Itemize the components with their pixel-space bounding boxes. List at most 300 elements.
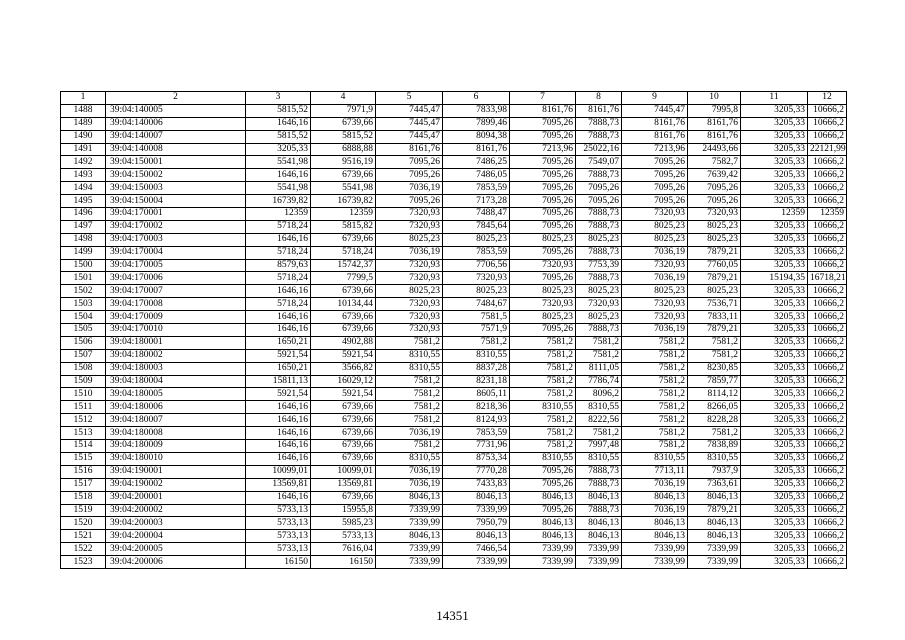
table-row [61,259,847,272]
value-cell: 7339,99 [688,556,741,569]
value-cell: 1646,16 [246,440,311,453]
value-cell: 8605,11 [443,388,510,401]
value-cell: 8310,55 [376,452,443,465]
value-cell: 5718,24 [311,246,376,259]
value-cell: 3205,33 [741,504,808,517]
value-cell: 3205,33 [741,465,808,478]
value-cell: 10666,2 [808,556,847,569]
value-cell: 3205,33 [741,311,808,324]
value-cell: 8025,23 [510,311,576,324]
row-number-cell: 1492 [61,156,106,169]
value-cell: 3205,33 [741,220,808,233]
value-cell: 5921,54 [246,388,311,401]
table-body [61,92,847,569]
value-cell: 8025,23 [576,285,622,298]
value-cell: 8231,18 [443,375,510,388]
cadastral-number-cell: 39:04:180003 [106,362,246,375]
value-cell: 3205,33 [741,530,808,543]
cadastral-number-cell: 39:04:180008 [106,427,246,440]
value-cell: 8114,12 [688,388,741,401]
cadastral-number-cell: 39:04:200006 [106,556,246,569]
value-cell: 7581,2 [688,349,741,362]
table-row [61,169,847,182]
cadastral-number-cell: 39:04:170010 [106,324,246,337]
row-number-cell: 1497 [61,220,106,233]
value-cell: 5921,54 [246,349,311,362]
table-row [61,130,847,143]
value-cell: 7581,2 [622,336,688,349]
value-cell: 7320,93 [622,208,688,221]
table-row [61,440,847,453]
value-cell: 8025,23 [688,233,741,246]
value-cell: 7581,2 [510,362,576,375]
value-cell: 12359 [246,208,311,221]
value-cell: 10666,2 [808,478,847,491]
value-cell: 7486,05 [443,169,510,182]
value-cell: 7320,93 [376,259,443,272]
value-cell: 10666,2 [808,401,847,414]
column-header: 1 [61,92,106,105]
value-cell: 3205,33 [741,491,808,504]
value-cell: 8161,76 [510,104,576,117]
value-cell: 7581,2 [622,388,688,401]
value-cell: 7095,26 [376,169,443,182]
value-cell: 1646,16 [246,427,311,440]
row-number-cell: 1503 [61,298,106,311]
value-cell: 6739,66 [311,233,376,246]
value-cell: 3205,33 [741,182,808,195]
row-number-cell: 1488 [61,104,106,117]
value-cell: 5815,52 [311,130,376,143]
table-row [61,272,847,285]
value-cell: 7581,2 [688,427,741,440]
column-header: 4 [311,92,376,105]
value-cell: 8046,13 [688,517,741,530]
table-row [61,182,847,195]
value-cell: 3205,33 [741,517,808,530]
cadastral-number-cell: 39:04:180009 [106,440,246,453]
value-cell: 15811,13 [246,375,311,388]
value-cell: 7095,26 [688,182,741,195]
value-cell: 3205,33 [741,556,808,569]
table-row [61,401,847,414]
value-cell: 7879,21 [688,246,741,259]
value-cell: 10666,2 [808,414,847,427]
value-cell: 7879,21 [688,324,741,337]
row-number-cell: 1522 [61,543,106,556]
value-cell: 7581,2 [376,375,443,388]
value-cell: 7320,93 [622,298,688,311]
value-cell: 7095,26 [622,182,688,195]
table-row [61,349,847,362]
cadastral-number-cell: 39:04:190002 [106,478,246,491]
value-cell: 10666,2 [808,246,847,259]
value-cell: 7581,2 [622,440,688,453]
value-cell: 8266,05 [688,401,741,414]
cadastral-number-cell: 39:04:170004 [106,246,246,259]
value-cell: 7339,99 [622,543,688,556]
value-cell: 8046,13 [443,530,510,543]
value-cell: 7581,2 [510,414,576,427]
value-cell: 1646,16 [246,233,311,246]
value-cell: 7036,19 [622,272,688,285]
value-cell: 5733,13 [246,530,311,543]
value-cell: 3205,33 [741,336,808,349]
column-header: 12 [808,92,847,105]
value-cell: 7581,2 [510,440,576,453]
value-cell: 5718,24 [246,246,311,259]
value-cell: 8025,23 [376,285,443,298]
value-cell: 8025,23 [510,233,576,246]
value-cell: 8046,13 [443,491,510,504]
value-cell: 8161,76 [688,130,741,143]
cadastral-number-cell: 39:04:190001 [106,465,246,478]
row-number-cell: 1505 [61,324,106,337]
data-table [60,91,847,569]
value-cell: 7320,93 [376,220,443,233]
value-cell: 6739,66 [311,117,376,130]
column-header: 2 [106,92,246,105]
value-cell: 7639,42 [688,169,741,182]
value-cell: 8161,76 [622,117,688,130]
row-number-cell: 1514 [61,440,106,453]
value-cell: 10666,2 [808,195,847,208]
value-cell: 8046,13 [622,530,688,543]
value-cell: 7213,96 [622,143,688,156]
value-cell: 10099,01 [311,465,376,478]
row-number-cell: 1502 [61,285,106,298]
value-cell: 6739,66 [311,440,376,453]
value-cell: 6739,66 [311,311,376,324]
value-cell: 10666,2 [808,130,847,143]
row-number-cell: 1498 [61,233,106,246]
value-cell: 10666,2 [808,220,847,233]
value-cell: 3205,33 [246,143,311,156]
value-cell: 7581,2 [622,414,688,427]
value-cell: 13569,81 [311,478,376,491]
value-cell: 8046,13 [510,530,576,543]
value-cell: 7888,73 [576,117,622,130]
value-cell: 7616,04 [311,543,376,556]
value-cell: 7581,2 [376,401,443,414]
table-row [61,156,847,169]
value-cell: 10666,2 [808,452,847,465]
value-cell: 3205,33 [741,452,808,465]
value-cell: 1646,16 [246,311,311,324]
value-cell: 8111,05 [576,362,622,375]
value-cell: 3205,33 [741,362,808,375]
value-cell: 7320,93 [376,208,443,221]
value-cell: 8025,23 [622,220,688,233]
row-number-cell: 1499 [61,246,106,259]
value-cell: 7095,26 [510,478,576,491]
table-row [61,414,847,427]
row-number-cell: 1517 [61,478,106,491]
value-cell: 1650,21 [246,362,311,375]
value-cell: 3205,33 [741,440,808,453]
value-cell: 10099,01 [246,465,311,478]
value-cell: 5921,54 [311,388,376,401]
value-cell: 5541,98 [246,156,311,169]
value-cell: 7581,2 [510,375,576,388]
table-row [61,478,847,491]
row-number-cell: 1518 [61,491,106,504]
value-cell: 22121,99 [808,143,847,156]
value-cell: 7095,26 [510,324,576,337]
value-cell: 3205,33 [741,246,808,259]
value-cell: 3205,33 [741,130,808,143]
column-header: 5 [376,92,443,105]
value-cell: 15742,37 [311,259,376,272]
row-number-cell: 1496 [61,208,106,221]
value-cell: 7320,93 [376,272,443,285]
value-cell: 7731,96 [443,440,510,453]
value-cell: 7320,93 [376,298,443,311]
value-cell: 8218,36 [443,401,510,414]
value-cell: 7581,2 [376,440,443,453]
value-cell: 3566,82 [311,362,376,375]
value-cell: 7095,26 [688,195,741,208]
table-row [61,285,847,298]
cadastral-number-cell: 39:04:200005 [106,543,246,556]
cadastral-number-cell: 39:04:200003 [106,517,246,530]
value-cell: 7320,93 [688,208,741,221]
value-cell: 7571,9 [443,324,510,337]
value-cell: 5733,13 [246,504,311,517]
value-cell: 16029,12 [311,375,376,388]
value-cell: 7833,98 [443,104,510,117]
value-cell: 8025,23 [688,220,741,233]
column-header: 3 [246,92,311,105]
value-cell: 7950,79 [443,517,510,530]
value-cell: 10666,2 [808,182,847,195]
value-cell: 8025,23 [622,233,688,246]
table-row [61,543,847,556]
value-cell: 10666,2 [808,517,847,530]
value-cell: 13569,81 [246,478,311,491]
value-cell: 7095,26 [622,169,688,182]
row-number-cell: 1511 [61,401,106,414]
value-cell: 6739,66 [311,427,376,440]
value-cell: 7363,61 [688,478,741,491]
value-cell: 7095,26 [576,195,622,208]
value-cell: 7853,59 [443,182,510,195]
value-cell: 7888,73 [576,208,622,221]
value-cell: 7466,54 [443,543,510,556]
row-number-cell: 1519 [61,504,106,517]
value-cell: 8046,13 [376,530,443,543]
value-cell: 6888,88 [311,143,376,156]
table-row [61,388,847,401]
row-number-cell: 1512 [61,414,106,427]
value-cell: 8310,55 [622,452,688,465]
cadastral-number-cell: 39:04:170001 [106,208,246,221]
value-cell: 8046,13 [510,517,576,530]
value-cell: 5815,52 [246,130,311,143]
table-row [61,465,847,478]
value-cell: 7888,73 [576,130,622,143]
value-cell: 7445,47 [376,130,443,143]
value-cell: 7888,73 [576,478,622,491]
value-cell: 7320,93 [510,298,576,311]
value-cell: 8025,23 [443,233,510,246]
value-cell: 3205,33 [741,388,808,401]
table-row [61,556,847,569]
value-cell: 1646,16 [246,169,311,182]
header-row [61,92,847,105]
value-cell: 7760,05 [688,259,741,272]
value-cell: 10666,2 [808,504,847,517]
value-cell: 7937,9 [688,465,741,478]
value-cell: 7320,93 [576,298,622,311]
table-row [61,246,847,259]
row-number-cell: 1513 [61,427,106,440]
value-cell: 12359 [808,208,847,221]
value-cell: 10666,2 [808,530,847,543]
table-row [61,362,847,375]
cadastral-number-cell: 39:04:180002 [106,349,246,362]
value-cell: 6739,66 [311,285,376,298]
value-cell: 7995,8 [688,104,741,117]
value-cell: 7853,59 [443,246,510,259]
value-cell: 7786,74 [576,375,622,388]
value-cell: 8046,13 [688,491,741,504]
cadastral-number-cell: 39:04:170007 [106,285,246,298]
value-cell: 10666,2 [808,349,847,362]
value-cell: 5733,13 [311,530,376,543]
value-cell: 12359 [741,208,808,221]
value-cell: 6739,66 [311,452,376,465]
row-number-cell: 1506 [61,336,106,349]
value-cell: 7488,47 [443,208,510,221]
value-cell: 16739,82 [246,195,311,208]
value-cell: 7433,83 [443,478,510,491]
value-cell: 8310,55 [576,452,622,465]
table-row [61,452,847,465]
value-cell: 7036,19 [376,427,443,440]
value-cell: 7581,2 [622,362,688,375]
value-cell: 7095,26 [510,220,576,233]
value-cell: 7581,2 [576,336,622,349]
value-cell: 7339,99 [376,517,443,530]
value-cell: 7095,26 [510,465,576,478]
value-cell: 7581,5 [443,311,510,324]
value-cell: 7339,99 [376,556,443,569]
value-cell: 10666,2 [808,117,847,130]
value-cell: 7095,26 [510,504,576,517]
table-row [61,324,847,337]
value-cell: 7879,21 [688,272,741,285]
value-cell: 3205,33 [741,375,808,388]
cadastral-number-cell: 39:04:170005 [106,259,246,272]
value-cell: 1646,16 [246,452,311,465]
value-cell: 10666,2 [808,375,847,388]
value-cell: 8046,13 [510,491,576,504]
value-cell: 8046,13 [576,517,622,530]
cadastral-number-cell: 39:04:140006 [106,117,246,130]
value-cell: 10666,2 [808,336,847,349]
value-cell: 7320,93 [622,259,688,272]
value-cell: 7581,2 [510,336,576,349]
value-cell: 8046,13 [376,491,443,504]
cadastral-number-cell: 39:04:150001 [106,156,246,169]
row-number-cell: 1510 [61,388,106,401]
value-cell: 7888,73 [576,324,622,337]
value-cell: 7706,56 [443,259,510,272]
value-cell: 7095,26 [622,195,688,208]
cadastral-number-cell: 39:04:170006 [106,272,246,285]
value-cell: 7581,2 [443,336,510,349]
value-cell: 7213,96 [510,143,576,156]
value-cell: 8310,55 [376,362,443,375]
cadastral-number-cell: 39:04:200001 [106,491,246,504]
cadastral-number-cell: 39:04:180007 [106,414,246,427]
value-cell: 7770,28 [443,465,510,478]
value-cell: 5985,23 [311,517,376,530]
value-cell: 6739,66 [311,414,376,427]
value-cell: 7581,2 [622,401,688,414]
value-cell: 8310,55 [376,349,443,362]
value-cell: 7095,26 [510,156,576,169]
value-cell: 7095,26 [510,169,576,182]
cadastral-number-cell: 39:04:150004 [106,195,246,208]
value-cell: 7036,19 [376,478,443,491]
value-cell: 8025,23 [576,311,622,324]
value-cell: 3205,33 [741,233,808,246]
value-cell: 3205,33 [741,169,808,182]
cadastral-number-cell: 39:04:150002 [106,169,246,182]
value-cell: 3205,33 [741,117,808,130]
value-cell: 7339,99 [576,556,622,569]
value-cell: 5541,98 [311,182,376,195]
value-cell: 7581,2 [622,349,688,362]
value-cell: 7581,2 [622,375,688,388]
value-cell: 7036,19 [622,504,688,517]
value-cell: 7581,2 [510,427,576,440]
value-cell: 1646,16 [246,414,311,427]
value-cell: 7845,64 [443,220,510,233]
value-cell: 7838,89 [688,440,741,453]
value-cell: 10666,2 [808,388,847,401]
table-row [61,233,847,246]
value-cell: 7888,73 [576,220,622,233]
table-row [61,517,847,530]
row-number-cell: 1515 [61,452,106,465]
value-cell: 8094,38 [443,130,510,143]
cadastral-number-cell: 39:04:180005 [106,388,246,401]
column-header: 11 [741,92,808,105]
value-cell: 25022,16 [576,143,622,156]
column-header: 6 [443,92,510,105]
value-cell: 3205,33 [741,104,808,117]
table-row [61,143,847,156]
value-cell: 7036,19 [622,246,688,259]
value-cell: 7036,19 [376,246,443,259]
value-cell: 8310,55 [443,349,510,362]
value-cell: 9516,19 [311,156,376,169]
value-cell: 1646,16 [246,491,311,504]
value-cell: 10666,2 [808,104,847,117]
value-cell: 7339,99 [510,543,576,556]
cadastral-number-cell: 39:04:150003 [106,182,246,195]
value-cell: 7095,26 [376,195,443,208]
value-cell: 1646,16 [246,324,311,337]
value-cell: 7339,99 [510,556,576,569]
value-cell: 7339,99 [376,543,443,556]
value-cell: 8025,23 [622,285,688,298]
value-cell: 8228,28 [688,414,741,427]
value-cell: 7581,2 [376,388,443,401]
